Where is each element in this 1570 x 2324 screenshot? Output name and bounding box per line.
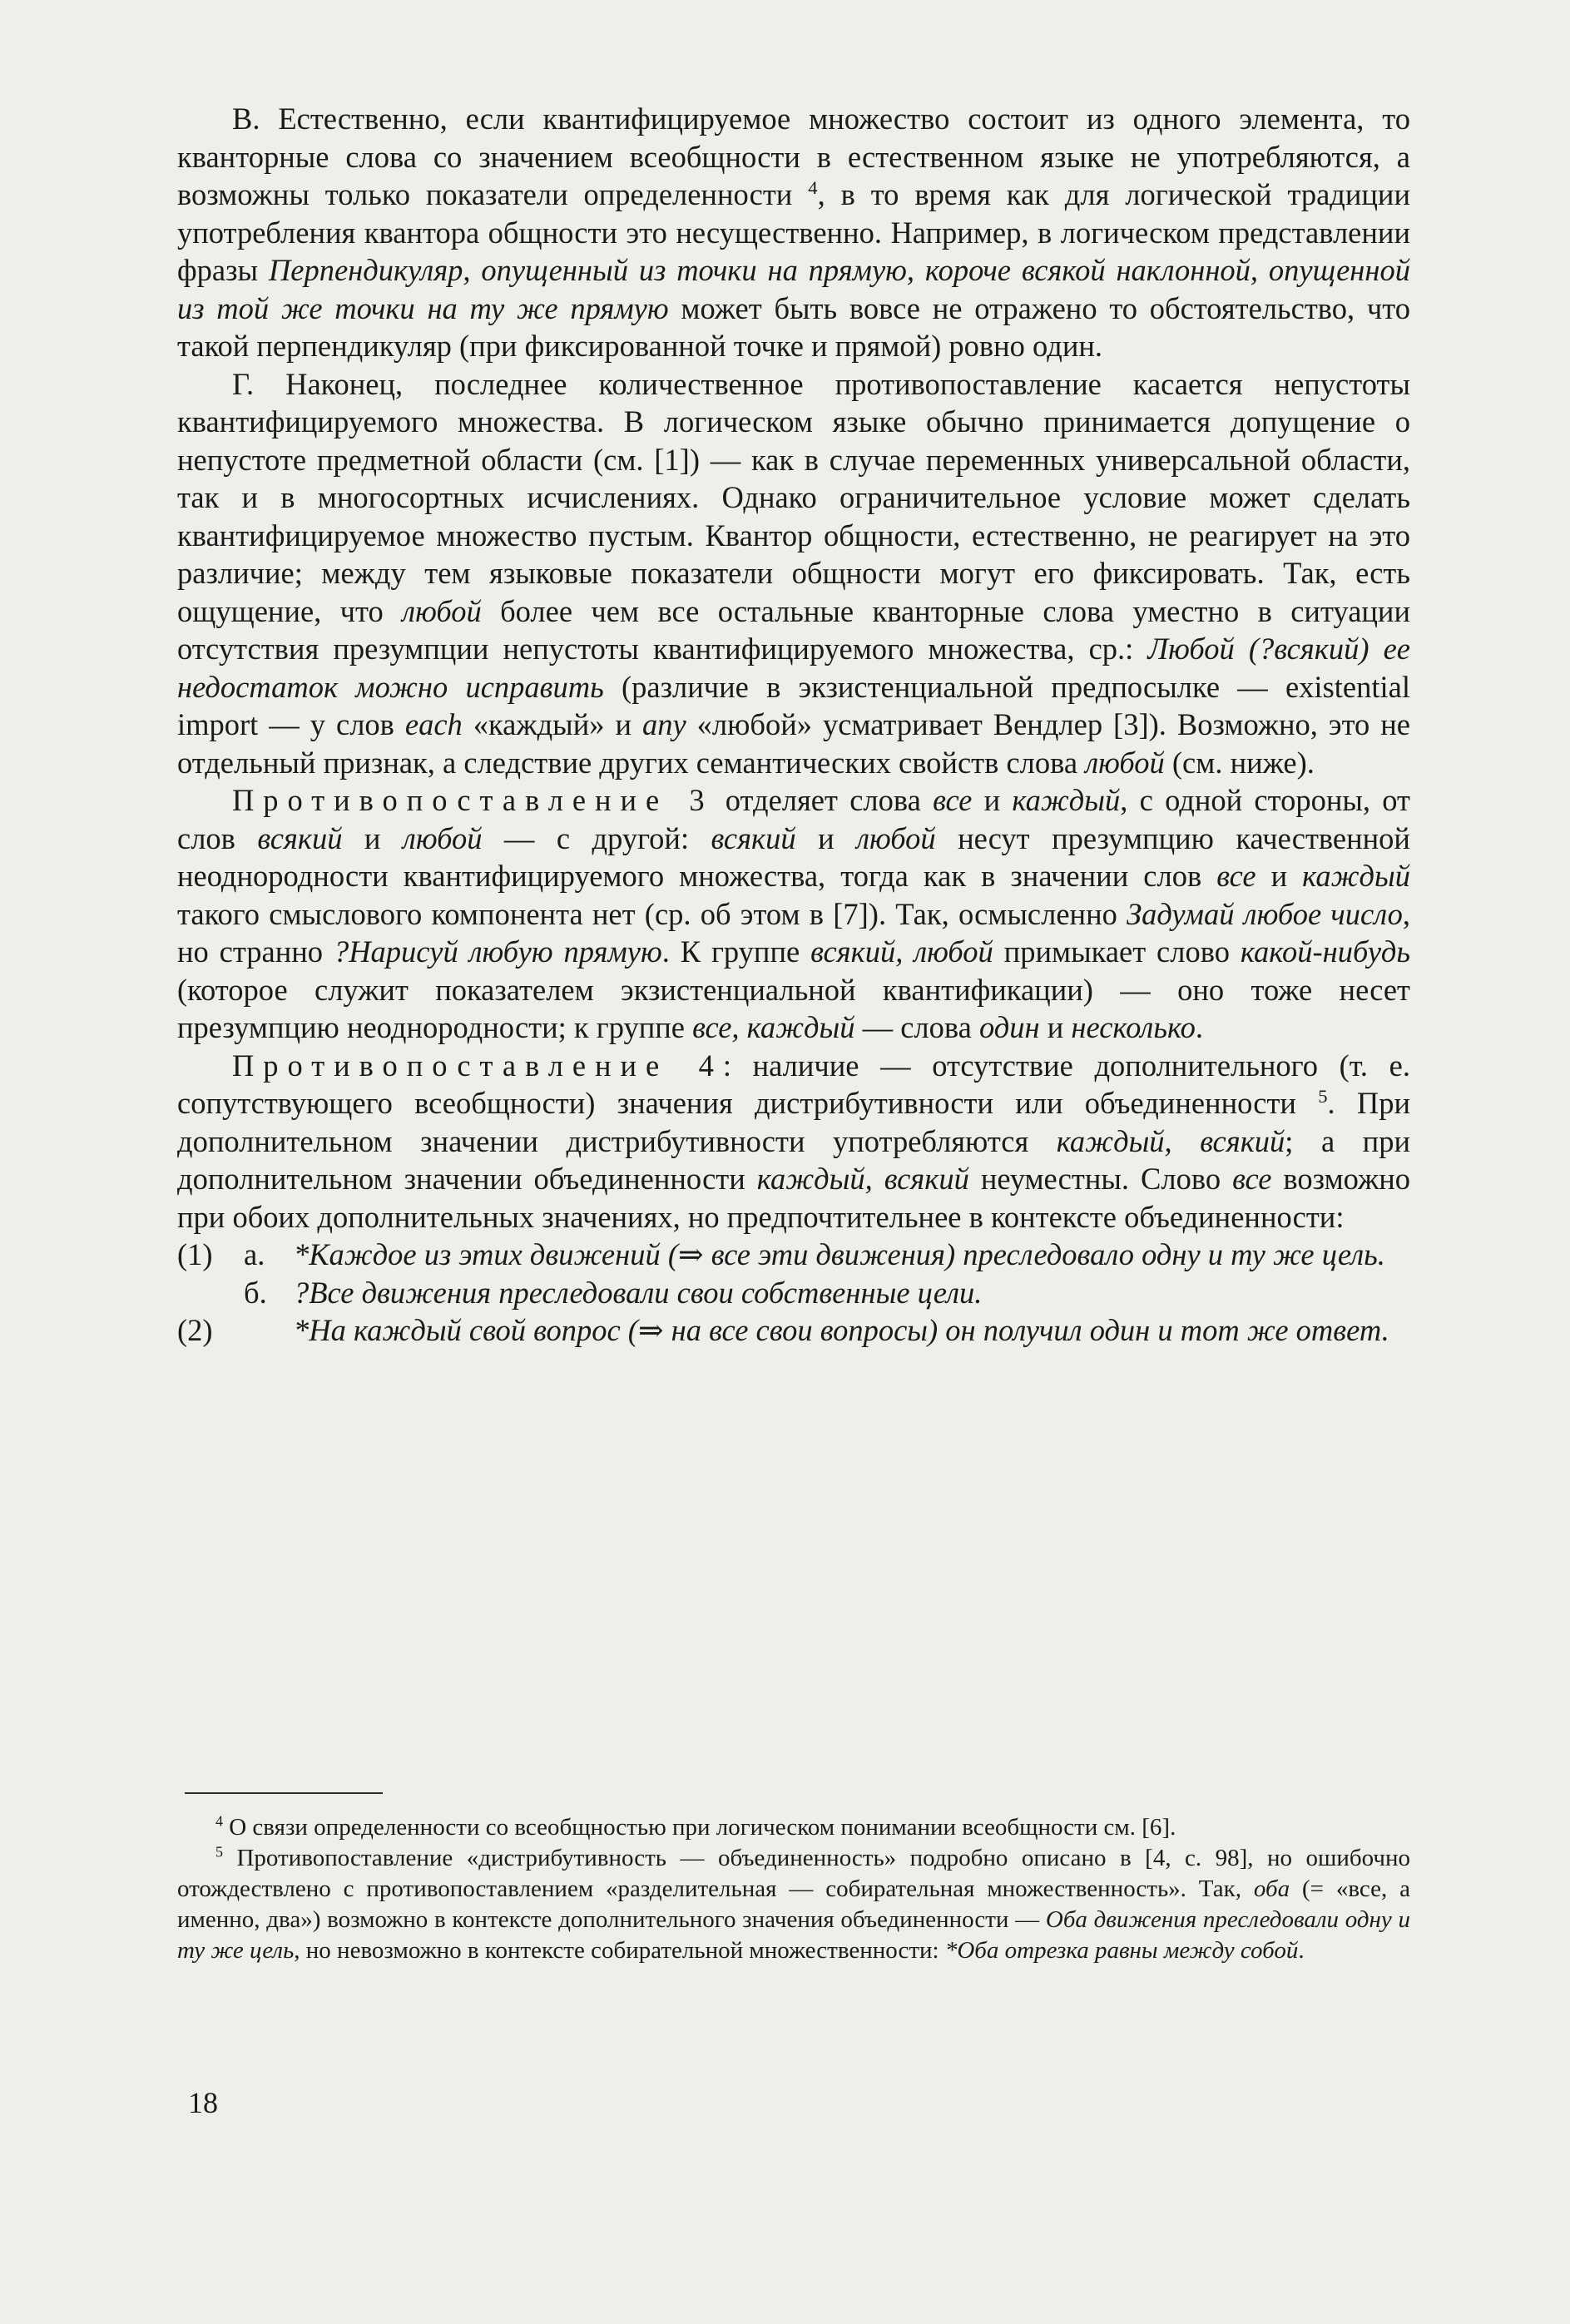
section-term: Противопоставление 3 [232,783,714,817]
paragraph-opposition-4: Противопоставление 4: наличие — отсутствие дополнительного (т. е. сопутствующего всеобщности) значения дистрибутивности или объединенности $^5$. При дополнительном значении дистрибутивности употребляются каждый, всякий; а при дополнительном значении объединенности каждый, всякий неуместны. Слово все возможно при обоих дополнительных значениях, но предпочтительнее в контексте объединенности: [177,1048,1411,1234]
example-2: (2) *На каждый свой вопрос (⇒ на все свои вопросы) он получил один и тот же ответ. [177,1313,1389,1347]
section-term: Противопоставление 4 [232,1048,723,1083]
footnote-ref-5: 5 [1318,1085,1328,1107]
example-1a: (1) а. *Каждое из этих движений (⇒ все эти движения) преследовало одну и ту же цель. [177,1237,1385,1271]
footnote-4: $^4$ О связи определенности со всеобщностью при логическом понимании всеобщности см. [6]. [215,1812,1176,1841]
footnotes [177,1812,1410,1966]
paragraph-g: Г. Наконец, последнее количественное противопоставление касается непустоты квантифицируемого множества. В логическом языке обычно принимается допущение о непустоте предметной области (см. [1]) — как в случае переменных универсальной области, так и в многосортных исчислениях. Однако ограничительное условие может сделать квантифицируемое множество пустым. Квантор общности, естественно, не реагирует на это различие; между тем языковые показатели общности могут его фиксировать. Так, есть ощущение, что любой более чем все остальные кванторные слова уместно в ситуации отсутствия презумпции непустоты квантифицируемого множества, ср.: Любой (?всякий) ее недостаток можно исправить (различие в экзистенциальной предпосылке — existential import — у слов each «каждый» и any «любой» усматривает Вендлер [3]). Возможно, это не отдельный признак, а следствие других семантических свойств слова любой (см. ниже). [177,366,1410,780]
main-text [177,100,1410,1350]
paragraph-v: В. Естественно, если квантифицируемое множество состоит из одного элемента, то кванторные слова со значением всеобщности в естественном языке не употребляются, а возможны только показатели определенности $^4$, в то время как для логической традиции употребления квантора общности это несущественно. Например, в логическом представлении фразы Перпендикуляр, опущенный из точки на прямую, короче всякой наклонной, опущенной из той же точки на ту же прямую может быть вовсе не отражено то обстоятельство, что такой перпендикуляр (при фиксированной точке и прямой) ровно один. [177,102,1411,363]
paragraph-opposition-3: Противопоставление 3 отделяет слова все и каждый, с одной стороны, от слов всякий и любой — с другой: всякий и любой несут презумпцию качественной неоднородности квантифицируемого множества, тогда как в значении слов все и каждый такого смыслового компонента нет (ср. об этом в [7]). Так, осмысленно Задумай любое число, но странно ?Нарисуй любую прямую. К группе всякий, любой примыкает слово какой-нибудь (которое служит показателем экзистенциальной квантификации) — оно тоже несет презумпцию неоднородности; к группе все, каждый — слова один и несколько. [177,783,1410,1044]
footnote-5: $^5$ Противопоставление «дистрибутивность — объединенность» подробно описано в [4, с. 98], но ошибочно отождествлено с противопоставлением «разделительная — собирательная множественность». Так, оба (= «все, а именно, два») возможно в контексте дополнительного значения объединенности — Оба движения преследовали одну и ту же цель, но невозможно в контексте собирательной множественности: *Оба отрезка равны между собой. [177,1843,1411,1964]
page-number: 18 [188,2086,218,2119]
example-phrase: Перпендикуляр, опущенный из точки на прямую, короче всякой наклонной, опущенной из той же точки на ту же прямую [177,253,1411,325]
footnote-divider [185,1792,383,1794]
example-1b: б. ?Все движения преследовали свои собственные цели. [244,1275,983,1310]
footnote-ref-4: 4 [808,176,818,198]
examples-block [177,1236,1410,1350]
